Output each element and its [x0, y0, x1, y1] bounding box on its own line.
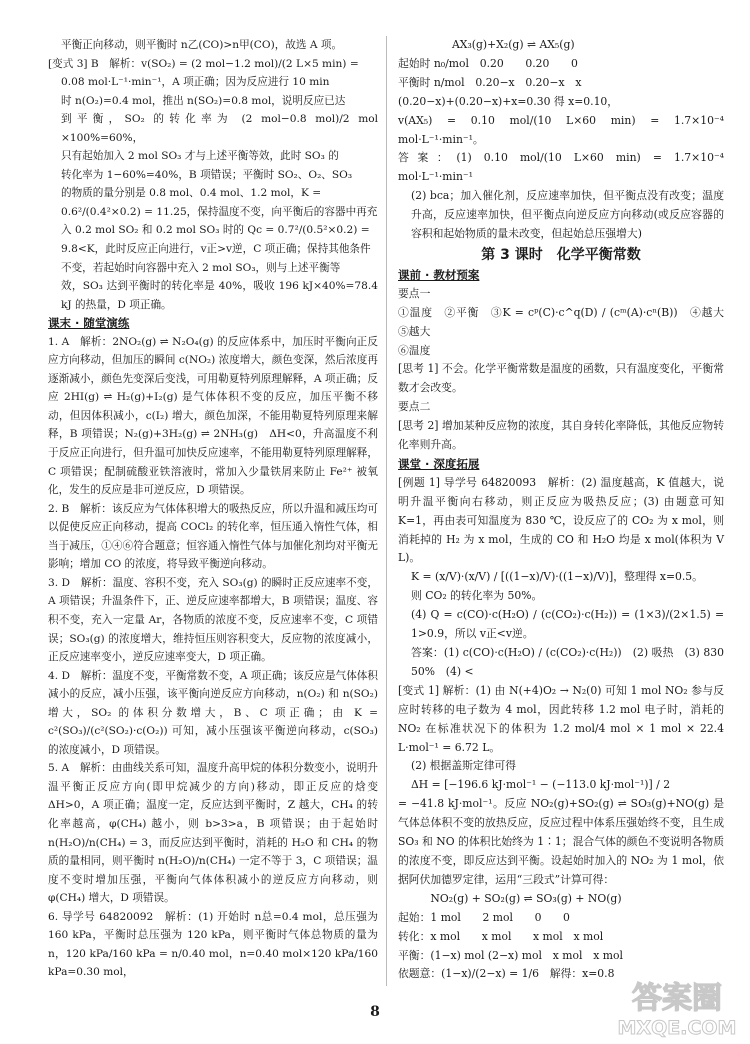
right-column: [398, 36, 735, 984]
text-line: 1. A 解析：2NO₂(g) ⇌ N₂O₄(g) 的反应体系中，加压时平衡向正反应方向移动，但加压的瞬间 c(NO₂) 浓度增大，颜色变深，然后浓度再逐渐减小，颜色先变深后变浅，可用勒夏特列原理解释，A 项正确；反应 2HI(g) ⇌ H₂(g)+I₂(g) 是气体体积不变的反应，加压平衡不移动，但因体积减小，c(I₂) 增大，颜色加深，不能用勒夏特列原理来解释，B 项错误；N₂(g)+3H₂(g) ⇌ 2NH₃(g) ΔH<0，升高温度不利于反应正向进行，但升温可加快反应速率，不能用勒夏特列原理解释，C 项错误；配制硫酸亚铁溶液时，常加入少量铁屑来防止 Fe²⁺ 被氧化，发生的反应是非可逆反应，D 项错误。: [48, 335, 378, 497]
text-line: 9.8<K，此时反应正向进行，v正>v逆，C 项正确；保持其他条件: [61, 243, 371, 256]
section-heading: 课堂 · 深度拓展: [398, 456, 480, 471]
text-line: 则 CO₂ 的转化率为 50%。: [411, 589, 543, 603]
text-line: 答案：(1) 0.10 mol/(10 L×60 min) = 1.7×10⁻⁴ mol·L⁻¹·min⁻¹: [398, 151, 724, 184]
text-line: 平衡：(1−x) mol (2−x) mol x mol x mol: [398, 948, 623, 962]
text-line: (0.20−x)+(0.20−x)+x=0.30 得 x=0.10，: [398, 94, 619, 108]
watermark-logo: [618, 972, 736, 1040]
text-line: (4) Q = c(CO)·c(H₂O) / (c(CO₂)·c(H₂)) = (1×3)/(2×1.5) = 1>0.9，所以 v正<v逆。: [411, 608, 724, 641]
column-divider: [386, 36, 387, 986]
text-line: 依题意：(1−x)/(2−x) = 1/6 解得：x=0.8: [398, 967, 615, 981]
text-line: 起始时 n₀/mol 0.20 0.20 0: [398, 56, 578, 70]
text-line: 平衡正向移动，则平衡时 n乙(CO)>n甲(CO)，故选 A 项。: [61, 39, 343, 51]
text-line: [思考 2] 增加某种反应物的浓度，其自身转化率降低，其他反应物转化率则升高。: [398, 419, 724, 452]
left-column: [48, 36, 378, 982]
watermark-logo-text: 答案圈: [632, 981, 722, 1016]
text-line: 要点二: [398, 400, 431, 414]
text-line: 的物质的量分别是 0.8 mol、0.4 mol、1.2 mol，K =: [61, 187, 322, 200]
section-heading: 课前 · 教材预案: [398, 267, 480, 282]
text-line: NO₂(g) + SO₂(g) ⇌ SO₃(g) + NO(g): [398, 891, 622, 905]
text-line: 3. D 解析：温度、容积不变，充入 SO₃(g) 的瞬时正反应速率不变，A 项错误；升温条件下，正、逆反应速率都增大，B 项错误；温度、容积不变，充入一定量 Ar，各物质的浓度不变，反应速率不变，C 项错误；SO₃(g) 的浓度增大，维持恒压则容积变大，反应物的浓度减小，正反应速率变小，逆反应速率变大，D 项正确。: [48, 576, 378, 664]
text-line: 到平衡，SO₂ 的转化率为 (2 mol−0.8 mol)/2 mol ×100%=60%，: [61, 113, 378, 144]
text-line: ①温度 ②平衡 ③K = cᵖ(C)·c^q(D) / (cᵐ(A)·cⁿ(B)) ④越大 ⑤越大: [398, 305, 735, 338]
text-line: 要点一: [398, 286, 431, 300]
page-number: 8: [370, 1004, 380, 1020]
text-line: 只有起始加入 2 mol SO₃ 才与上述平衡等效，此时 SO₃ 的: [61, 150, 339, 163]
text-line: (2) bca；加入催化剂，反应速率加快，但平衡点没有改变；温度升高，反应速率加快，但平衡点向逆反应方向移动(或反应容器的容积和起始物质的量未改变，但起始总压强增大): [411, 189, 724, 241]
text-line: 答案：(1) c(CO)·c(H₂O) / (c(CO₂)·c(H₂)) (2) 吸热 (3) 830 50% (4) <: [411, 646, 735, 678]
text-line: 转化率为 1−60%=40%，B 项错误；平衡时 SO₂、O₂、SO₃: [61, 168, 353, 181]
text-line: K = (x/V)·(x/V) / [((1−x)/V)·((1−x)/V)]，整理得 x=0.5。: [411, 570, 703, 584]
section-heading: 课末 · 随堂演练: [48, 316, 130, 331]
text-line: [变式 1] 解析：(1) 由 N(+4)O₂ → N₂(0) 可知 1 mol NO₂ 参与反应时转移的电子数为 4 mol，因此转移 1.2 mol 电子时，消耗的 NO₂ 在标准状况下的体积为 1.2 mol/4 mol × 1 mol × 22.4 L·mol⁻¹ = 6.72 L。: [398, 683, 724, 754]
text-line: [思考 1] 不会。化学平衡常数是温度的函数，只有温度变化，平衡常数才会改变。: [398, 362, 724, 395]
text-line: [例题 1] 导学号 64820093 解析：(2) 温度越高，K 值越大，说明升温平衡向右移动，则正反应为吸热反应；(3) 由题意可知 K=1，再由表可知温度为 830 ℃，设反应了的 CO₂ 为 x mol，则消耗掉的 H₂ 为 x mol，生成的 CO 和 H₂O 均是 x mol(体积为 V L)。: [398, 475, 724, 565]
text-line: 6. 导学号 64820092 解析：(1) 开始时 n总=0.4 mol，总压强为 160 kPa，平衡时总压强为 120 kPa，则平衡时气体总物质的量为 n，120 kPa/160 kPa = n/0.40 mol，n=0.40 mol×120 kPa/160 kPa=0.30 mol，: [48, 910, 378, 979]
text-line: ΔH = [−196.6 kJ·mol⁻¹ − (−113.0 kJ·mol⁻¹)] / 2: [411, 778, 671, 792]
text-line: 2. B 解析：该反应为气体体积增大的吸热反应，所以升温和减压均可以促使反应正向移动，提高 COCl₂ 的转化率，恒压通入惰性气体，相当于减压，①④⑥符合题意；恒容通入惰性气体与加催化剂均对平衡无影响；增加 CO 的浓度，将导致平衡逆向移动。: [48, 502, 378, 571]
text-line: (2) 根据盖斯定律可得: [411, 759, 517, 773]
text-line: 转化：x mol x mol x mol x mol: [398, 929, 604, 943]
watermark-url: MXQE.COM: [618, 1017, 736, 1039]
text-line: 平衡时 n/mol 0.20−x 0.20−x x: [398, 75, 582, 89]
text-line: 入 0.2 mol SO₂ 和 0.2 mol SO₃ 时的 Qc = 0.7²/(0.5²×0.2) =: [61, 224, 370, 237]
text-line: 时 n(O₂)=0.4 mol，推出 n(SO₂)=0.8 mol，说明反应已达: [61, 94, 346, 107]
text-line: 0.6²/(0.4²×0.2) = 11.25，保持温度不变，向平衡后的容器中再充: [61, 205, 378, 218]
text-line: 0.08 mol·L⁻¹·min⁻¹，A 项正确；因为反应进行 10 min: [61, 76, 330, 89]
text-line: AX₃(g)+X₂(g) ⇌ AX₅(g): [398, 38, 575, 51]
text-line: v(AX₅) = 0.10 mol/(10 L×60 min) = 1.7×10⁻⁴ mol·L⁻¹·min⁻¹。: [398, 113, 724, 146]
text-line: 4. D 解析：温度不变，平衡常数不变，A 项正确；该反应是气体体积减小的反应，减小压强，该平衡向逆反应方向移动，n(O₂) 和 n(SO₂) 增大，SO₂ 的体积分数增大，B、C 项正确；由 K = c²(SO₃)/(c²(SO₂)·c(O₂)) 可知，减小压强该平衡逆向移动，c(SO₃) 的浓度减小，D 项错误。: [48, 669, 378, 756]
lesson-title: 第 3 课时 化学平衡常数: [481, 246, 641, 263]
text-line: [变式 3] B 解析：v(SO₂) = (2 mol−1.2 mol)/(2 L×5 min) =: [48, 57, 359, 70]
text-line: = −41.8 kJ·mol⁻¹。反应 NO₂(g)+SO₂(g) ⇌ SO₃(g)+NO(g) 是气体总体积不变的放热反应，反应过程中体系压强始终不变，且生成 SO₃ 和 NO 的体积比始终为 1∶1；混合气体的颜色不变说明各物质的浓度不变，即反应达到平衡。设起始时加入的 NO₂ 为 1 mol，依据阿伏加德罗定律，运用“三段式”计算可得：: [398, 797, 724, 886]
text-line: 效，SO₃ 达到平衡时的转化率是 40%，吸收 196 kJ×40%=78.4 kJ 的热量，D 项正确。: [61, 280, 378, 311]
text-line: 5. A 解析：由曲线关系可知，温度升高甲烷的体积分数变小，说明升温平衡正反应方向(即甲烷减少的方向)移动，即正反应的焓变 ΔH>0，A 项正确；温度一定，反应达到平衡时，Z 越大，CH₄ 的转化率越高，φ(CH₄) 越小，则 b>3>a，B 项错误；由于起始时 n(H₂O)/n(CH₄) = 3，而反应达到平衡时，消耗的 H₂O 和 CH₄ 的物质的量相同，则平衡时 n(H₂O)/n(CH₄) 一定不等于 3，C 项错误；温度不变时增加压强，平衡向气体体积减小的逆反应方向移动，则 φ(CH₄) 增大，D 项错误。: [48, 762, 378, 905]
text-line: ⑥温度: [398, 343, 431, 357]
text-line: 不变，若起始时向容器中充入 2 mol SO₃，则与上述平衡等: [61, 261, 341, 274]
text-line: 起始：1 mol 2 mol 0 0: [398, 910, 570, 924]
